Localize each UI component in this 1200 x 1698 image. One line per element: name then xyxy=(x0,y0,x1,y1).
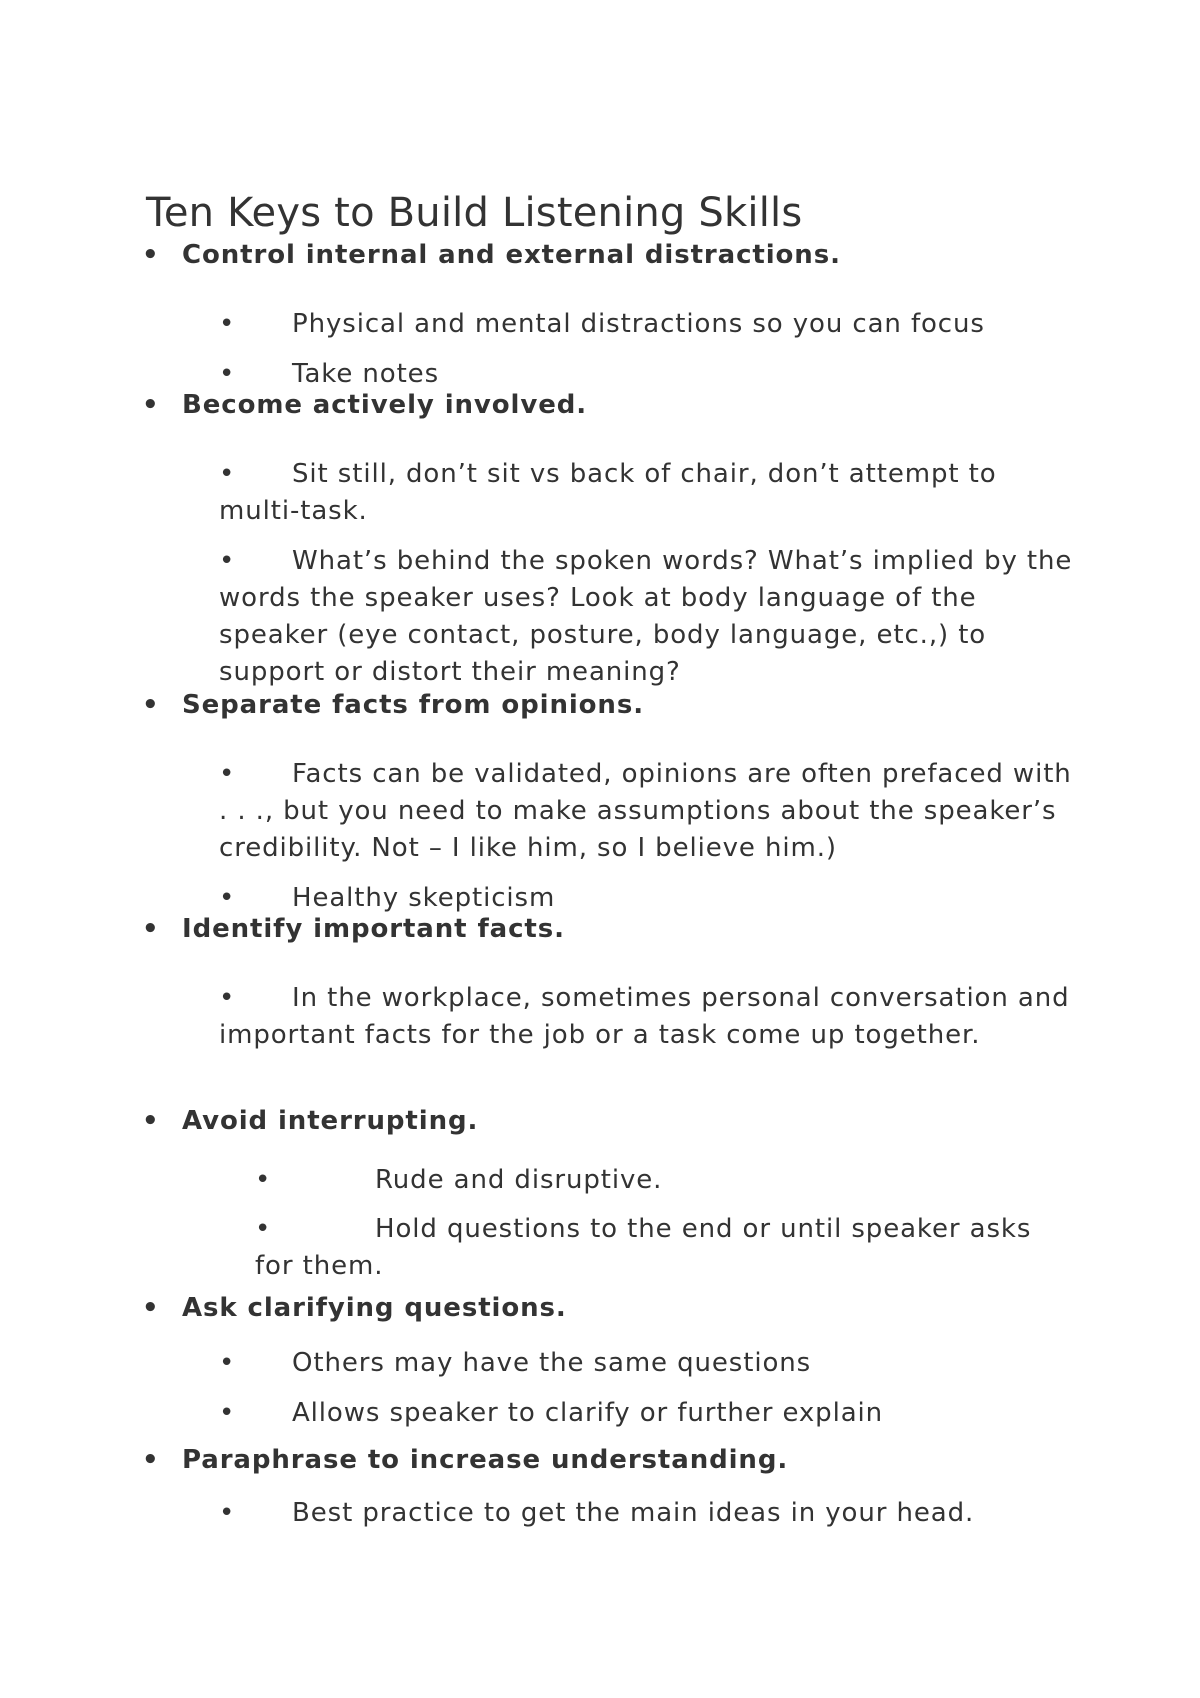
section-heading xyxy=(142,914,565,944)
section-heading-text: Paraphrase to increase understanding. xyxy=(182,1445,789,1475)
section-heading-text: Become actively involved. xyxy=(182,390,588,420)
list-item xyxy=(219,1345,1079,1382)
section-heading-text: Avoid interrupting. xyxy=(182,1106,479,1136)
bullet: • xyxy=(255,1214,272,1244)
bullet: • xyxy=(219,983,236,1013)
list-item xyxy=(219,456,1079,530)
bullet: • xyxy=(142,240,160,270)
list-item-text: Facts can be validated, opinions are often prefaced with . . ., but you need to make assumptions about the speaker’s credibility. Not – I like him, so I believe him.) xyxy=(219,759,1072,863)
list-item xyxy=(219,1495,1079,1532)
list-item-text: Rude and disruptive. xyxy=(375,1165,663,1195)
bullet: • xyxy=(142,1106,160,1136)
bullet: • xyxy=(142,1293,160,1323)
bullet: • xyxy=(219,883,236,913)
list-item xyxy=(219,306,1079,343)
list-item-text: Healthy skepticism xyxy=(292,883,556,913)
list-item-text: Take notes xyxy=(292,359,440,389)
page-title: Ten Keys to Build Listening Skills xyxy=(146,190,803,236)
list-item-text: Physical and mental distractions so you can focus xyxy=(292,309,985,339)
list-item-text: Best practice to get the main ideas in your head. xyxy=(292,1498,975,1528)
section-heading xyxy=(142,1293,567,1323)
list-item-text: In the workplace, sometimes personal conversation and important facts for the job or a task come up together. xyxy=(219,983,1070,1050)
list-item xyxy=(219,1395,1079,1432)
section-heading-text: Ask clarifying questions. xyxy=(182,1293,567,1323)
list-item-text: Allows speaker to clarify or further explain xyxy=(292,1398,884,1428)
list-item xyxy=(219,980,1079,1054)
section-heading-text: Identify important facts. xyxy=(182,914,565,944)
section-heading-text: Control internal and external distractions. xyxy=(182,240,841,270)
bullet: • xyxy=(255,1165,272,1195)
bullet: • xyxy=(142,690,160,720)
list-item xyxy=(219,756,1079,867)
list-item xyxy=(219,880,1079,917)
bullet: • xyxy=(219,1348,236,1378)
bullet: • xyxy=(142,914,160,944)
list-item xyxy=(219,356,1079,393)
list-item xyxy=(219,543,1079,691)
list-item xyxy=(255,1211,1075,1285)
list-item xyxy=(255,1162,1075,1199)
section-heading xyxy=(142,1106,478,1136)
section-heading xyxy=(142,240,841,270)
bullet: • xyxy=(219,309,236,339)
section-heading xyxy=(142,390,587,420)
bullet: • xyxy=(142,390,160,420)
bullet: • xyxy=(142,1445,160,1475)
section-heading-text: Separate facts from opinions. xyxy=(182,690,644,720)
bullet: • xyxy=(219,359,236,389)
section-heading xyxy=(142,1445,788,1475)
bullet: • xyxy=(219,759,236,789)
bullet: • xyxy=(219,1398,236,1428)
bullet: • xyxy=(219,546,236,576)
list-item-text: Others may have the same questions xyxy=(292,1348,812,1378)
list-item-text: What’s behind the spoken words? What’s implied by the words the speaker uses? Look at body language of the speaker (eye contact, posture, body language, etc.,) to support or distort their meaning? xyxy=(219,546,1073,687)
list-item-text: Sit still, don’t sit vs back of chair, don’t attempt to multi-task. xyxy=(219,459,997,526)
list-item-text: Hold questions to the end or until speaker asks for them. xyxy=(255,1214,1032,1281)
bullet: • xyxy=(219,459,236,489)
section-heading xyxy=(142,690,644,720)
bullet: • xyxy=(219,1498,236,1528)
